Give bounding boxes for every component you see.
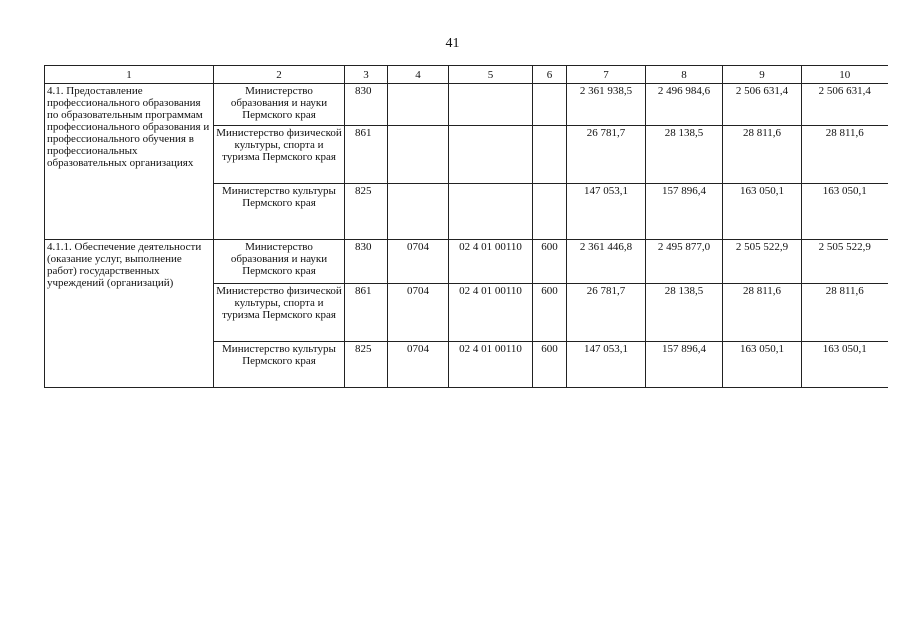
cell-c7: 26 781,7 [567,284,646,342]
cell-c10: 2 505 522,9 [802,240,888,284]
cell-c6 [533,84,567,126]
header-cell: 7 [567,66,646,84]
cell-c6: 600 [533,240,567,284]
cell-c9: 28 811,6 [723,284,802,342]
cell-c6 [533,126,567,184]
cell-c9: 163 050,1 [723,184,802,240]
header-cell: 9 [723,66,802,84]
cell-c5: 02 4 01 00110 [449,284,533,342]
cell-c8: 2 495 877,0 [646,240,723,284]
page-number: 41 [445,36,460,51]
cell-c4 [388,184,449,240]
budget-table [44,65,888,388]
cell-c3: 825 [345,184,388,240]
group-name-cell: 4.1. Предоставление профессионального образования по образовательным программам профессионального образования и профессионального обучения в профессиональных образовательных организациях [45,84,214,240]
cell-c5 [449,126,533,184]
header-cell: 1 [45,66,214,84]
cell-c5 [449,84,533,126]
org-cell: Министерство образования и науки Пермского края [214,240,345,284]
cell-c10: 28 811,6 [802,284,888,342]
cell-c3: 861 [345,284,388,342]
cell-c4 [388,84,449,126]
cell-c7: 147 053,1 [567,184,646,240]
header-cell: 2 [214,66,345,84]
cell-c5: 02 4 01 00110 [449,240,533,284]
header-cell: 5 [449,66,533,84]
cell-c9: 28 811,6 [723,126,802,184]
cell-c3: 825 [345,342,388,388]
cell-c4: 0704 [388,284,449,342]
cell-c10: 163 050,1 [802,184,888,240]
header-cell: 8 [646,66,723,84]
cell-c6: 600 [533,284,567,342]
cell-c4 [388,126,449,184]
cell-c7: 2 361 446,8 [567,240,646,284]
header-cell: 3 [345,66,388,84]
cell-c9: 2 505 522,9 [723,240,802,284]
group-name-cell: 4.1.1. Обеспечение деятельности (оказание услуг, выполнение работ) государственных учреждений (организаций) [45,240,214,388]
cell-c8: 28 138,5 [646,284,723,342]
header-cell: 6 [533,66,567,84]
cell-c6 [533,184,567,240]
org-cell: Министерство физической культуры, спорта и туризма Пермского края [214,126,345,184]
cell-c3: 830 [345,240,388,284]
org-cell: Министерство культуры Пермского края [214,342,345,388]
cell-c5 [449,184,533,240]
cell-c3: 861 [345,126,388,184]
cell-c4: 0704 [388,342,449,388]
header-row [45,66,888,84]
cell-c7: 147 053,1 [567,342,646,388]
cell-c4: 0704 [388,240,449,284]
cell-c6: 600 [533,342,567,388]
cell-c8: 157 896,4 [646,342,723,388]
cell-c3: 830 [345,84,388,126]
cell-c8: 2 496 984,6 [646,84,723,126]
cell-c7: 2 361 938,5 [567,84,646,126]
cell-c9: 2 506 631,4 [723,84,802,126]
header-cell: 10 [802,66,888,84]
org-cell: Министерство физической культуры, спорта и туризма Пермского края [214,284,345,342]
cell-c8: 28 138,5 [646,126,723,184]
table-row [45,84,888,126]
cell-c7: 26 781,7 [567,126,646,184]
org-cell: Министерство образования и науки Пермского края [214,84,345,126]
header-cell: 4 [388,66,449,84]
cell-c9: 163 050,1 [723,342,802,388]
table-row [45,240,888,284]
cell-c5: 02 4 01 00110 [449,342,533,388]
cell-c10: 28 811,6 [802,126,888,184]
cell-c8: 157 896,4 [646,184,723,240]
cell-c10: 2 506 631,4 [802,84,888,126]
org-cell: Министерство культуры Пермского края [214,184,345,240]
cell-c10: 163 050,1 [802,342,888,388]
